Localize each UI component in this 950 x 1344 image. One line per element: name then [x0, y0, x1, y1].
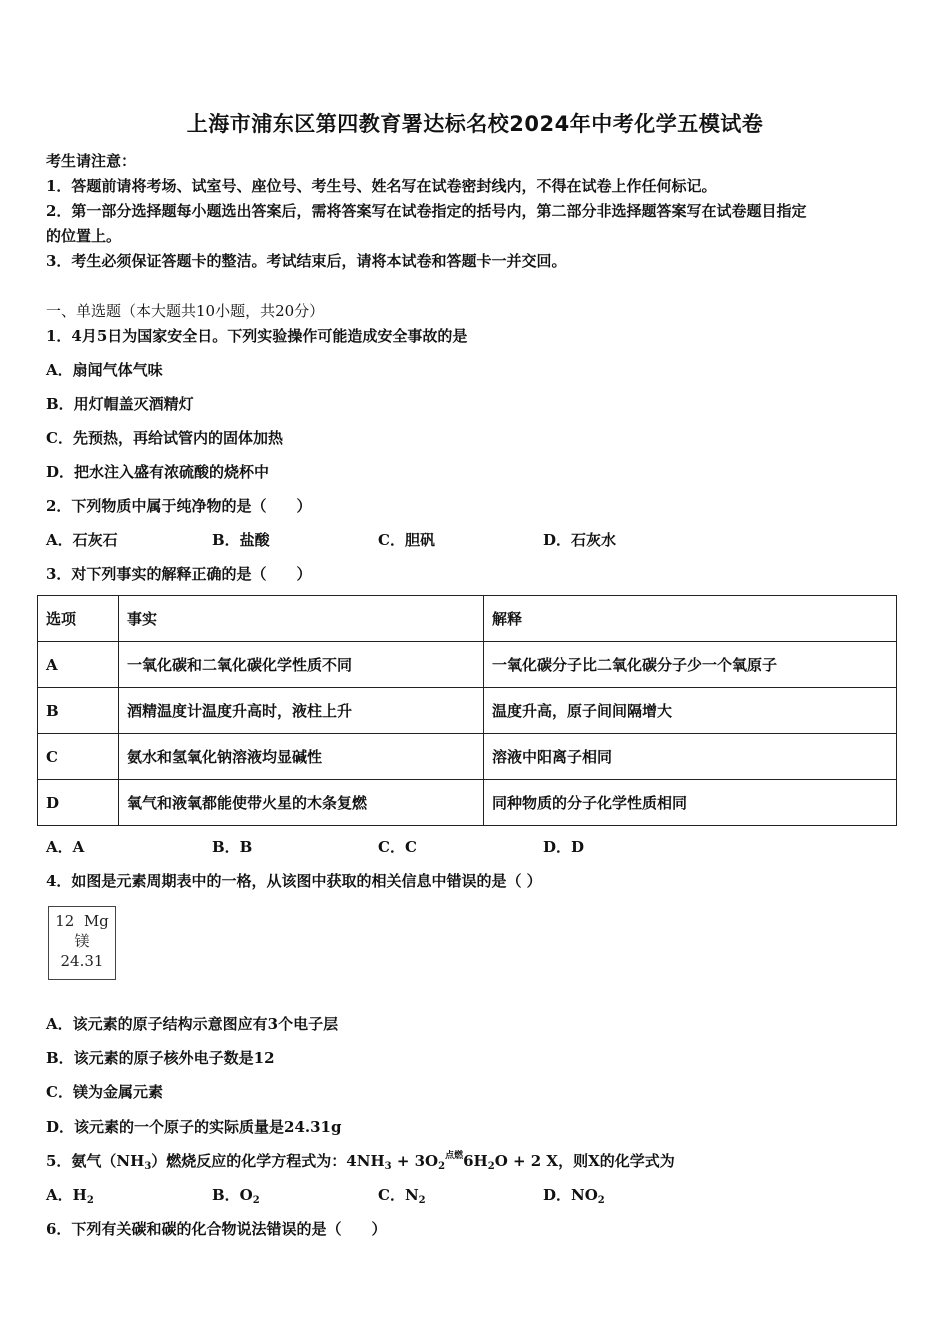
question-stem: 1．4月5日为国家安全日。下列实验操作可能造成安全事故的是 — [46, 327, 468, 345]
atomic-mass: 24.31 — [60, 952, 104, 970]
table-cell: D — [38, 780, 119, 826]
table-cell: 酒精温度计温度升高时，液柱上升 — [119, 688, 484, 734]
table-cell: 氧气和液氧都能使带火星的木条复燃 — [119, 780, 484, 826]
notice-heading: 考生请注意： — [46, 152, 137, 170]
answer-option: B．用灯帽盖灭酒精灯 — [46, 395, 194, 413]
answer-option: C．镁为金属元素 — [46, 1083, 163, 1101]
answer-option: A．该元素的原子结构示意图应有3个电子层 — [46, 1015, 339, 1033]
table-cell: A — [38, 642, 119, 688]
element-name: 镁 — [74, 932, 90, 950]
question-stem: 2．下列物质中属于纯净物的是（ ） — [46, 497, 312, 515]
table-header-cell: 选项 — [38, 596, 119, 642]
table-cell: 溶液中阳离子相同 — [484, 734, 897, 780]
question-stem: 3．对下列事实的解释正确的是（ ） — [46, 565, 312, 583]
answer-option: C．C — [378, 838, 417, 856]
table-row — [38, 642, 897, 688]
answer-option: C．先预热，再给试管内的固体加热 — [46, 429, 283, 447]
answer-option: D．D — [543, 838, 585, 856]
element-number-symbol — [49, 911, 115, 931]
question-stem: 6．下列有关碳和碳的化合物说法错误的是（ ） — [46, 1220, 387, 1238]
answer-option: D．该元素的一个原子的实际质量是24.31g — [46, 1118, 342, 1136]
notice-item: 3．考生必须保证答题卡的整洁。考试结束后，请将本试卷和答题卡一并交回。 — [46, 252, 567, 270]
atomic-number: 12 — [55, 912, 75, 930]
table-row — [38, 688, 897, 734]
answer-option: C．$N_2$ — [378, 1186, 426, 1206]
answer-option: A．石灰石 — [46, 531, 118, 549]
table-cell: 温度升高，原子间间隔增大 — [484, 688, 897, 734]
table-header-row — [38, 596, 897, 642]
periodic-element-cell — [48, 906, 116, 980]
answer-option: D．把水注入盛有浓硫酸的烧杯中 — [46, 463, 270, 481]
table-row — [38, 734, 897, 780]
facts-table — [37, 595, 897, 826]
table-header-cell: 解释 — [484, 596, 897, 642]
answer-option: A．$H_2$ — [46, 1186, 94, 1206]
table-cell: 同种物质的分子化学性质相同 — [484, 780, 897, 826]
table-row — [38, 780, 897, 826]
answer-option: B．该元素的原子核外电子数是12 — [46, 1049, 275, 1067]
answer-option: B．$O_2$ — [212, 1186, 260, 1206]
table-header-cell: 事实 — [119, 596, 484, 642]
question-stem: 5．氨气$(NH_3)$燃烧反应的化学方程式为：$4NH_3 + 3O_2^{点燃}6H_2O + 2$ X，则X的化学式为 — [46, 1151, 675, 1172]
answer-option: B．盐酸 — [212, 531, 270, 549]
answer-option: D．$NO_2$ — [543, 1186, 605, 1206]
answer-option: A．A — [46, 838, 85, 856]
table-cell: 一氧化碳分子比二氧化碳分子少一个氧原子 — [484, 642, 897, 688]
table-cell: 氨水和氢氧化钠溶液均显碱性 — [119, 734, 484, 780]
answer-option: A．扇闻气体气味 — [46, 361, 163, 379]
table-cell: B — [38, 688, 119, 734]
answer-option: C．胆矾 — [378, 531, 435, 549]
reaction-condition: 点燃 — [445, 1151, 464, 1161]
question-stem: 4．如图是元素周期表中的一格，从该图中获取的相关信息中错误的是（ ） — [46, 872, 542, 890]
answer-option: D．石灰水 — [543, 531, 617, 549]
page-title: 上海市浦东区第四教育署达标名校2024年中考化学五模试卷 — [186, 112, 764, 136]
section-title: 一、单选题（本大题共10小题，共20分） — [46, 302, 325, 320]
table-cell: 一氧化碳和二氧化碳化学性质不同 — [119, 642, 484, 688]
table-cell: C — [38, 734, 119, 780]
notice-item: 1．答题前请将考场、试室号、座位号、考生号、姓名写在试卷密封线内，不得在试卷上作任何标记。 — [46, 177, 717, 195]
notice-item: 的位置上。 — [46, 227, 122, 245]
element-symbol: Mg — [83, 912, 109, 930]
answer-option: B．B — [212, 838, 253, 856]
notice-item: 2．第一部分选择题每小题选出答案后，需将答案写在试卷指定的括号内，第二部分非选择题答案写在试卷题目指定 — [46, 202, 807, 220]
